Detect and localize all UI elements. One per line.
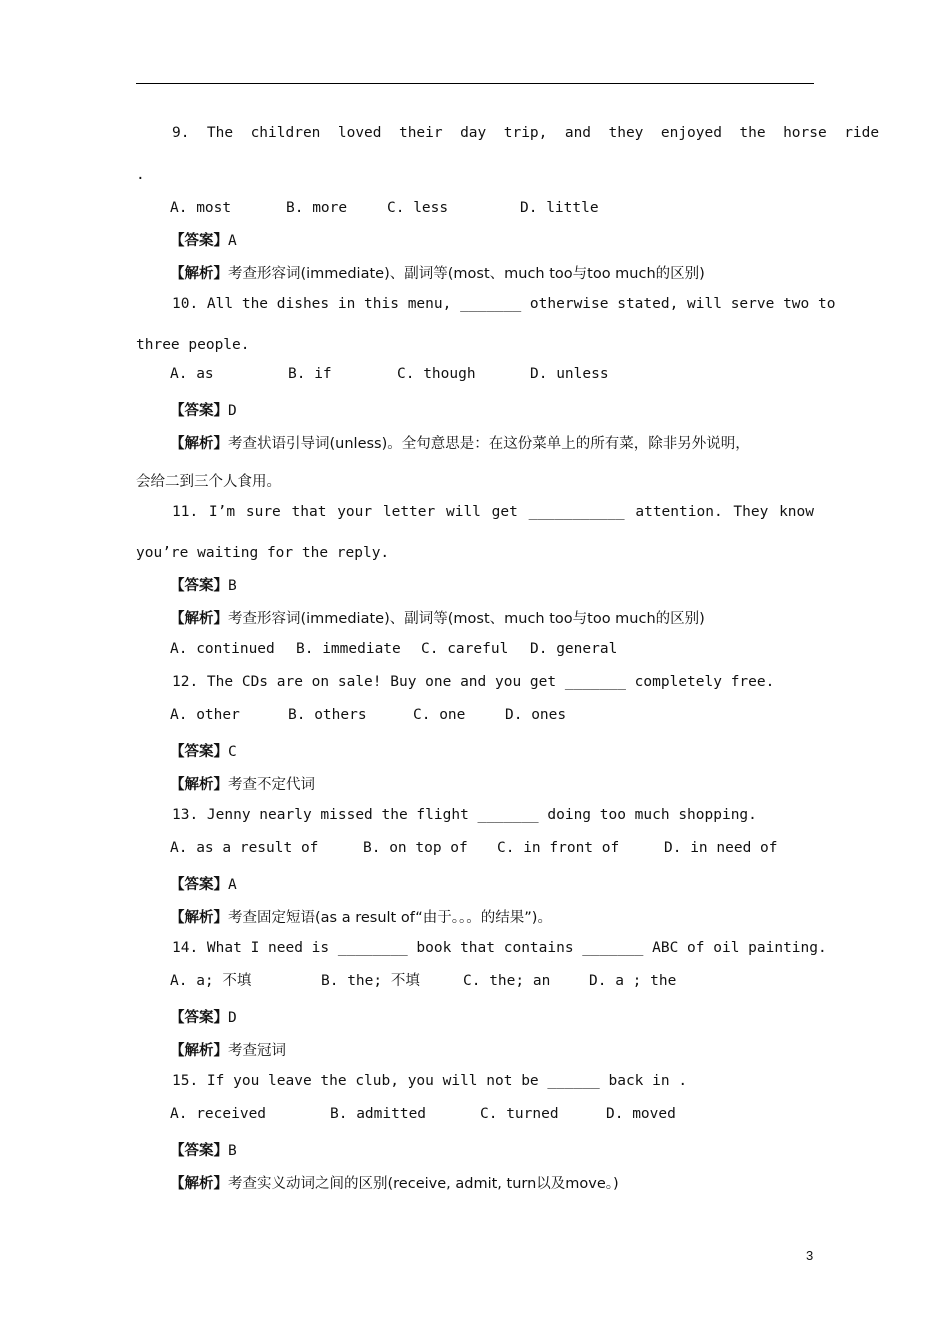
analysis-text: 考查冠词 [228, 1043, 286, 1059]
q15-option-b: B. admitted [330, 1106, 427, 1122]
analysis-text: 考查形容词(immediate)、副词等(most、much too与too much的区别) [228, 611, 705, 627]
q9-stem: 9. The children loved their day trip, and they enjoyed the horse ride [172, 125, 880, 141]
q10-option-c: C. though [397, 366, 476, 382]
analysis-text: 考查状语引导词(unless)。全句意思是：在这份菜单上的所有菜，除非另外说明， [228, 436, 750, 452]
q9-option-b: B. more [286, 200, 348, 216]
q10-analysis-cont: 会给二到三个人食用。 [136, 474, 281, 490]
q10-option-b: B. if [288, 366, 332, 382]
answer-tag: 【答案】 [170, 233, 228, 249]
q11-option-b: B. immediate [296, 641, 401, 657]
answer-value: A [228, 233, 237, 249]
q14-option-d: D. a ; the [589, 973, 677, 989]
q14-option-b: B. the; 不填 [321, 973, 420, 989]
q12-option-c: C. one [413, 707, 466, 723]
answer-tag: 【答案】 [170, 403, 228, 419]
q13-option-c: C. in front of [497, 840, 620, 856]
q15-option-a: A. received [170, 1106, 267, 1122]
analysis-tag: 【解析】 [170, 611, 228, 627]
analysis-text: 考查形容词(immediate)、副词等(most、much too与too much的区别) [228, 266, 705, 282]
analysis-tag: 【解析】 [170, 1043, 228, 1059]
analysis-tag: 【解析】 [170, 910, 228, 926]
q15-analysis [170, 1174, 619, 1194]
q13-option-d: D. in need of [664, 840, 778, 856]
q14-stem: 14. What I need is ________ book that contains _______ ABC of oil painting. [172, 940, 827, 956]
q12-answer [170, 742, 237, 762]
q11-option-a: A. continued [170, 641, 275, 657]
answer-tag: 【答案】 [170, 744, 228, 760]
q10-stem-cont: three people. [136, 337, 250, 353]
q14-option-a: A. a; 不填 [170, 973, 252, 989]
q10-option-d: D. unless [530, 366, 609, 382]
analysis-tag: 【解析】 [170, 266, 228, 282]
q9-answer [170, 231, 237, 251]
q9-stem-cont: . [136, 167, 145, 183]
q11-stem: 11. I’m sure that your letter will get ___________ attention. They know [172, 504, 814, 520]
answer-value: C [228, 744, 237, 760]
q13-answer [170, 875, 237, 895]
q9-option-a: A. most [170, 200, 232, 216]
q11-answer [170, 576, 237, 596]
analysis-tag: 【解析】 [170, 436, 228, 452]
q12-option-a: A. other [170, 707, 240, 723]
answer-tag: 【答案】 [170, 1010, 228, 1026]
q11-option-c: C. careful [421, 641, 509, 657]
analysis-text: 考查固定短语(as a result of“由于。。。的结果”)。 [228, 910, 552, 926]
q9-option-c: C. less [387, 200, 449, 216]
answer-tag: 【答案】 [170, 877, 228, 893]
header-rule [136, 83, 814, 84]
page-number: 3 [806, 1248, 814, 1263]
q10-stem: 10. All the dishes in this menu, _______ otherwise stated, will serve two to [172, 296, 836, 312]
answer-tag: 【答案】 [170, 1143, 228, 1159]
answer-value: A [228, 877, 237, 893]
q9-analysis [170, 264, 705, 284]
answer-value: D [228, 1010, 237, 1026]
answer-value: D [228, 403, 237, 419]
q10-analysis [170, 434, 750, 454]
answer-tag: 【答案】 [170, 578, 228, 594]
q14-answer [170, 1008, 237, 1028]
answer-value: B [228, 1143, 237, 1159]
q15-stem: 15. If you leave the club, you will not be ______ back in . [172, 1073, 688, 1089]
q12-option-d: D. ones [505, 707, 567, 723]
q10-option-a: A. as [170, 366, 214, 382]
q12-option-b: B. others [288, 707, 367, 723]
q10-answer [170, 401, 237, 421]
q12-analysis [170, 775, 315, 795]
q11-analysis [170, 609, 705, 629]
q13-analysis [170, 908, 552, 928]
q15-option-c: C. turned [480, 1106, 559, 1122]
q13-stem: 13. Jenny nearly missed the flight _______ doing too much shopping. [172, 807, 757, 823]
q13-option-b: B. on top of [363, 840, 468, 856]
q13-option-a: A. as a result of [170, 840, 319, 856]
analysis-text: 考查实义动词之间的区别(receive, admit, turn以及move。) [228, 1176, 619, 1192]
analysis-tag: 【解析】 [170, 777, 228, 793]
q11-option-d: D. general [530, 641, 618, 657]
q14-option-c: C. the; an [463, 973, 551, 989]
q15-option-d: D. moved [606, 1106, 676, 1122]
q14-analysis [170, 1041, 286, 1061]
analysis-tag: 【解析】 [170, 1176, 228, 1192]
analysis-text: 考查不定代词 [228, 777, 315, 793]
q11-stem-cont: you’re waiting for the reply. [136, 545, 390, 561]
q12-stem: 12. The CDs are on sale! Buy one and you get _______ completely free. [172, 674, 775, 690]
q15-answer [170, 1141, 237, 1161]
q9-option-d: D. little [520, 200, 599, 216]
answer-value: B [228, 578, 237, 594]
